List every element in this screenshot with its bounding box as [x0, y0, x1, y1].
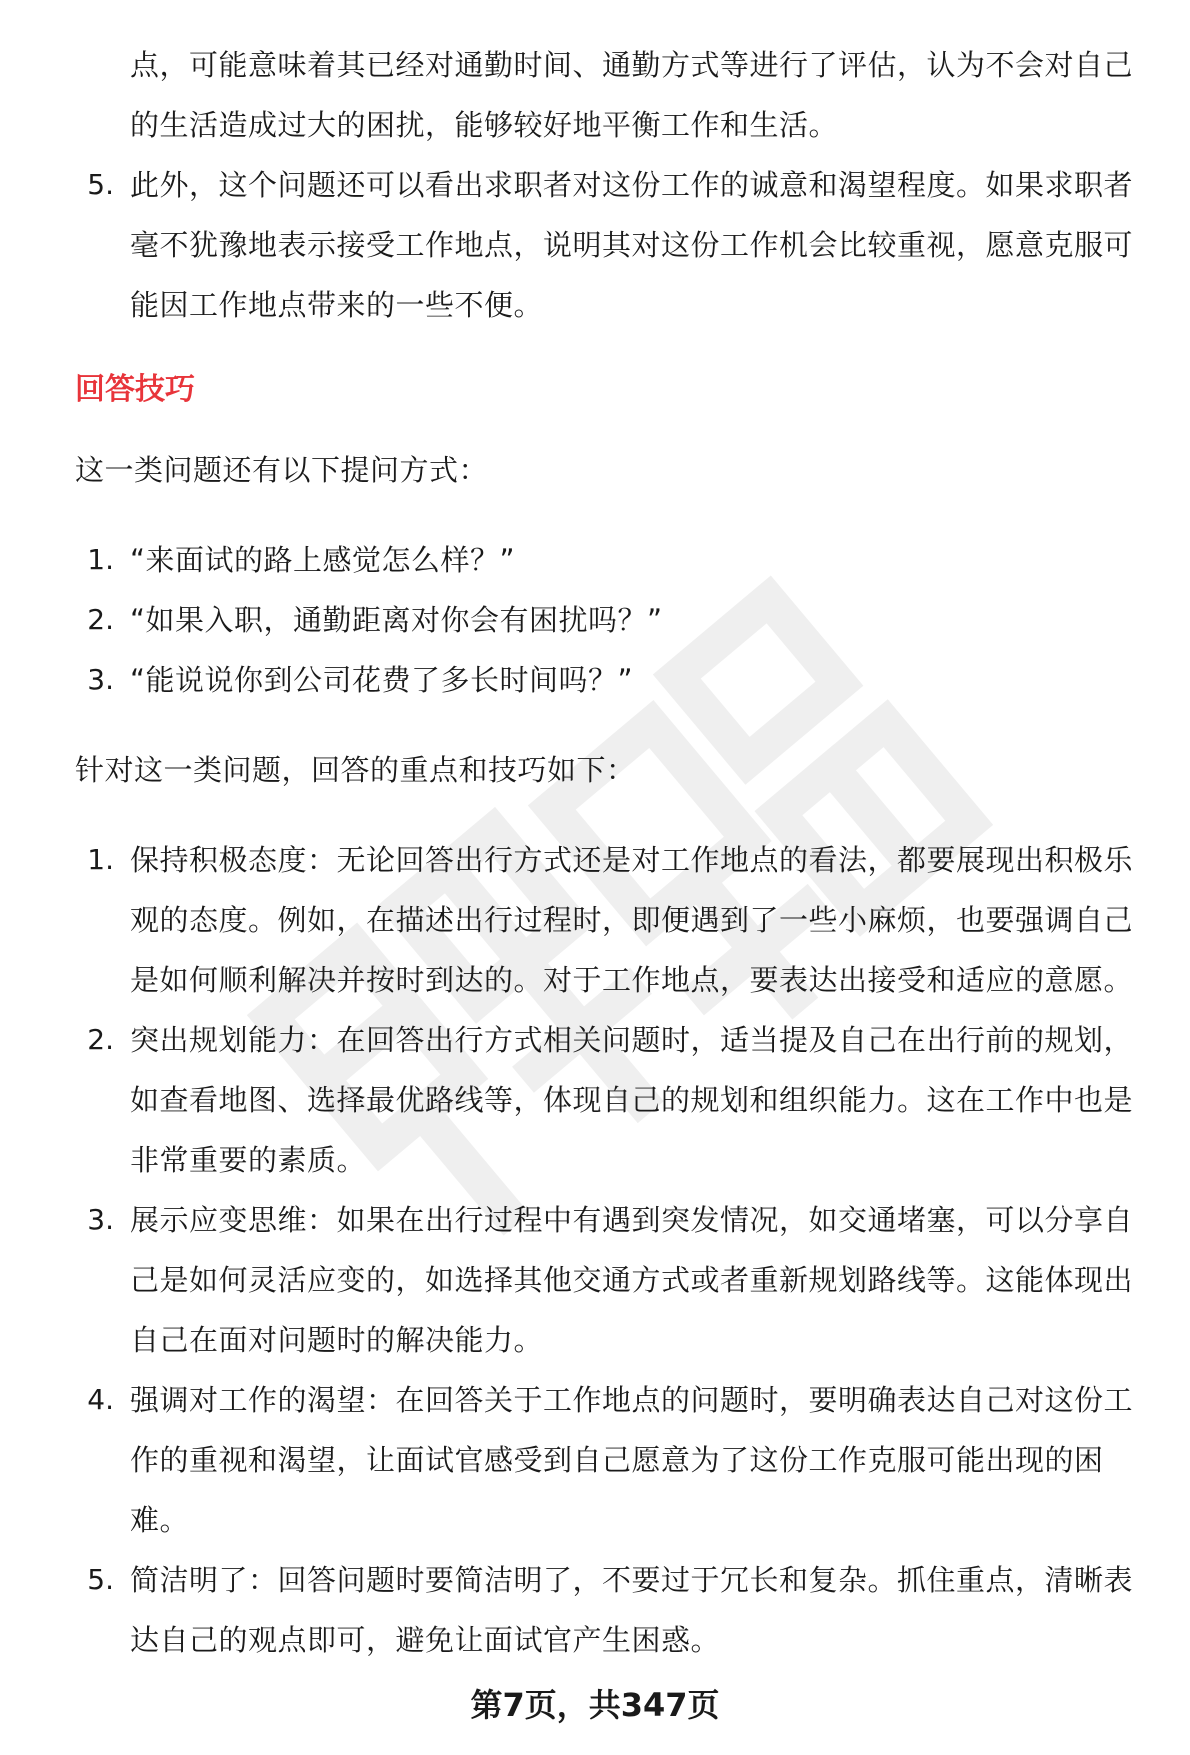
- tip-line: 非常重要的素质。: [130, 1143, 367, 1177]
- question-item: “如果入职，通勤距离对你会有困扰吗？”: [130, 603, 663, 637]
- tip-line: 简洁明了：回答问题时要简洁明了，不要过于冗长和复杂。抓住重点，清晰表: [130, 1563, 1134, 1597]
- list-item-line: 毫不犹豫地表示接受工作地点，说明其对这份工作机会比较重视，愿意克服可: [130, 228, 1134, 262]
- question-number: 1.: [87, 543, 114, 576]
- paragraph-line: 点，可能意味着其已经对通勤时间、通勤方式等进行了评估，认为不会对自己: [130, 48, 1134, 82]
- intro-text: 这一类问题还有以下提问方式：: [75, 453, 489, 487]
- tip-number: 4.: [87, 1383, 114, 1416]
- tip-number: 1.: [87, 843, 114, 876]
- list-item-line: 能因工作地点带来的一些不便。: [130, 288, 544, 322]
- tip-line: 突出规划能力：在回答出行方式相关问题时，适当提及自己在出行前的规划，: [130, 1023, 1134, 1057]
- question-number: 3.: [87, 663, 114, 696]
- tip-line: 保持积极态度：无论回答出行方式还是对工作地点的看法，都要展现出积极乐: [130, 843, 1134, 877]
- list-number: 5.: [87, 168, 114, 201]
- section-heading: 回答技巧: [75, 372, 195, 407]
- tip-line: 己是如何灵活应变的，如选择其他交通方式或者重新规划路线等。这能体现出: [130, 1263, 1134, 1297]
- question-item: “能说说你到公司花费了多长时间吗？”: [130, 663, 634, 697]
- list-item-line: 此外，这个问题还可以看出求职者对这份工作的诚意和渴望程度。如果求职者: [130, 168, 1134, 202]
- tip-line: 作的重视和渴望，让面试官感受到自己愿意为了这份工作克服可能出现的困: [130, 1443, 1104, 1477]
- tip-line: 难。: [130, 1503, 190, 1537]
- question-number: 2.: [87, 603, 114, 636]
- tip-line: 展示应变思维：如果在出行过程中有遇到突发情况，如交通堵塞，可以分享自: [130, 1203, 1134, 1237]
- tip-line: 达自己的观点即可，避免让面试官产生困惑。: [130, 1623, 721, 1657]
- page-number-footer: 第7页，共347页: [470, 1686, 720, 1724]
- tips-intro: 针对这一类问题，回答的重点和技巧如下：: [75, 753, 636, 787]
- tip-line: 是如何顺利解决并按时到达的。对于工作地点，要表达出接受和适应的意愿。: [130, 963, 1134, 997]
- tip-number: 3.: [87, 1203, 114, 1236]
- tip-line: 强调对工作的渴望：在回答关于工作地点的问题时，要明确表达自己对这份工: [130, 1383, 1134, 1417]
- tip-number: 5.: [87, 1563, 114, 1596]
- paragraph-line: 的生活造成过大的困扰，能够较好地平衡工作和生活。: [130, 108, 839, 142]
- tip-line: 自己在面对问题时的解决能力。: [130, 1323, 544, 1357]
- question-item: “来面试的路上感觉怎么样？”: [130, 543, 516, 577]
- tip-line: 观的态度。例如，在描述出行过程时，即便遇到了一些小麻烦，也要强调自己: [130, 903, 1134, 937]
- tip-number: 2.: [87, 1023, 114, 1056]
- tip-line: 如查看地图、选择最优路线等，体现自己的规划和组织能力。这在工作中也是: [130, 1083, 1134, 1117]
